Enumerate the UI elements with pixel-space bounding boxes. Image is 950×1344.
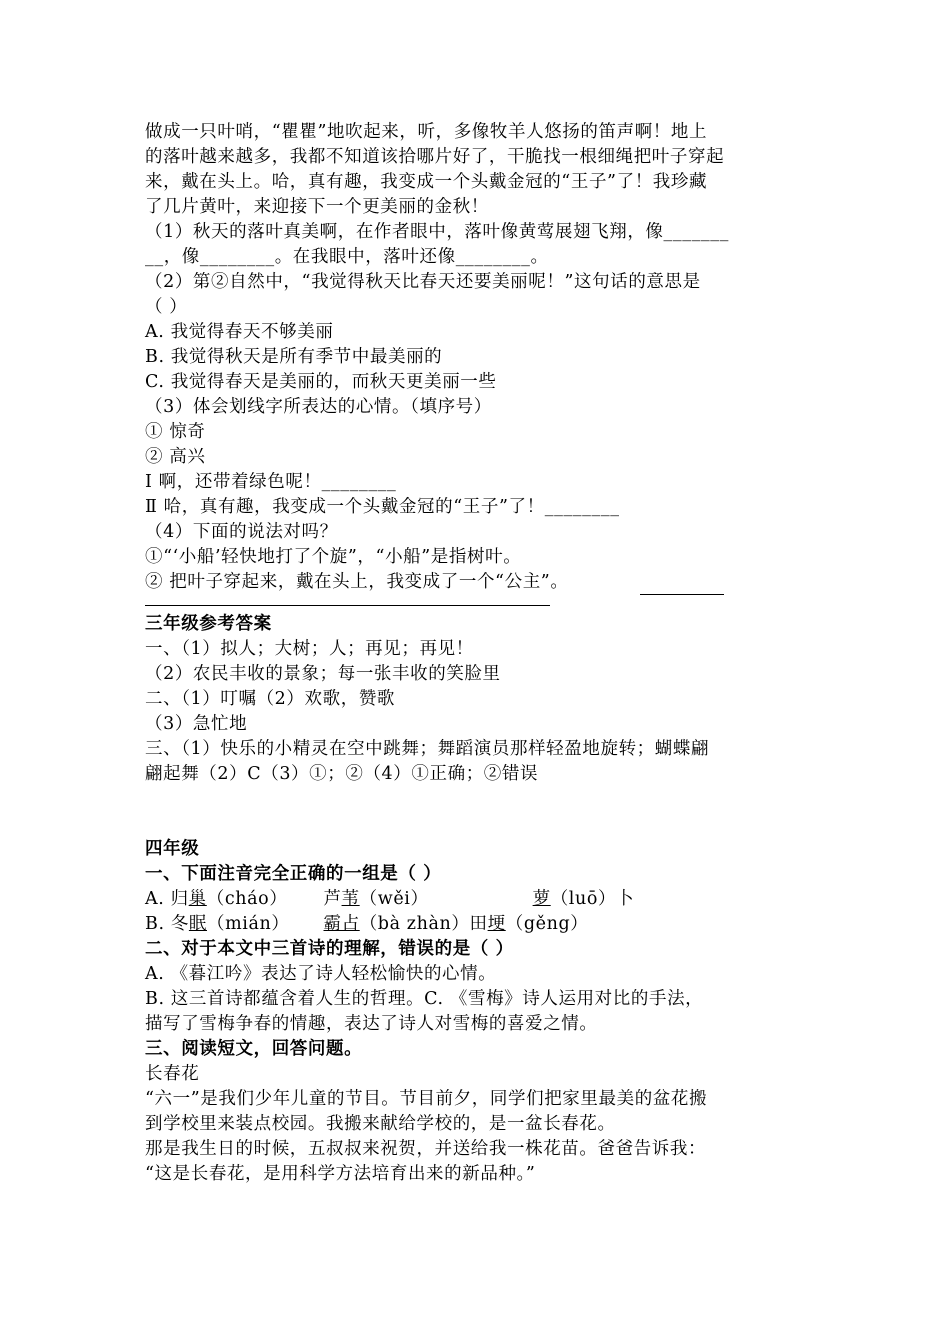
question-2-line-b: （ ） <box>145 297 188 317</box>
s2-option-b: B. 这三首诗都蕴含着人生的哲理。C. 《雪梅》诗人运用对比的手法， <box>145 989 704 1009</box>
q4-item-1: ①“‘小船’轻快地打了个旋”，“小船”是指树叶。 <box>145 547 522 567</box>
story-line: 到学校里来装点校园。我搬来献给学校的，是一盆长春花。 <box>145 1114 616 1134</box>
option-a: A. 我觉得春天不够美丽 <box>145 322 334 342</box>
question-1-line-b: __，像________。在我眼中，落叶还像________。 <box>145 247 549 267</box>
answer-line: 翩起舞（2）C（3）①；②（4）①正确；②错误 <box>145 764 539 784</box>
grade4-section-3: 三、阅读短文，回答问题。 <box>145 1039 363 1059</box>
spacer <box>145 787 810 837</box>
underlined-char: 霸占 <box>323 914 360 934</box>
answer-line: 三、（1）快乐的小精灵在空中跳舞；舞蹈演员那样轻盈地旋转；蝴蝶翩 <box>145 739 710 759</box>
underlined-char: 埂 <box>487 914 506 934</box>
pinyin-option-b <box>145 912 810 937</box>
option-label: A. 归 <box>145 889 189 909</box>
pinyin: （mián） <box>207 914 290 934</box>
grade4-section-2: 二、对于本文中三首诗的理解，错误的是（ ） <box>145 939 514 959</box>
option-c: C. 我觉得春天是美丽的，而秋天更美丽一些 <box>145 372 497 392</box>
answer-line: 二、（1）叮嘱（2）欢歌，赞歌 <box>145 689 396 709</box>
pinyin: （wěi） <box>359 889 429 909</box>
story-title: 长春花 <box>145 1064 200 1084</box>
grade4-section-1: 一、下面注音完全正确的一组是（ ） <box>145 864 442 884</box>
s2-option-a: A. 《暮江吟》表达了诗人轻松愉快的心情。 <box>145 964 497 984</box>
answer-blank <box>640 576 724 595</box>
paragraph-line: 来，戴在头上。哈，真有趣，我变成一个头戴金冠的“王子”了！我珍藏 <box>145 172 708 192</box>
pinyin-option-a <box>145 887 810 912</box>
pinyin: （cháo） <box>206 889 288 909</box>
q3-option-2: ② 高兴 <box>145 447 206 467</box>
underlined-char: 巢 <box>188 889 207 909</box>
answers-title: 三年级参考答案 <box>145 614 272 634</box>
q4-item-2-text: ② 把叶子穿起来，戴在头上，我变成了一个“公主”。 <box>145 572 569 592</box>
underlined-char: 眠 <box>188 914 207 934</box>
q4-item-2 <box>145 570 810 595</box>
option-b: B. 我觉得秋天是所有季节中最美丽的 <box>145 347 443 367</box>
story-line: “这是长春花，是用科学方法培育出来的新品种。” <box>145 1164 536 1184</box>
pinyin: （luō）卜 <box>550 889 635 909</box>
section-divider <box>145 605 550 606</box>
question-4: （4）下面的说法对吗？ <box>145 522 338 542</box>
story-line: 那是我生日的时候，五叔叔来祝贺，并送给我一株花苗。爸爸告诉我： <box>145 1139 707 1159</box>
s2-option-b-cont: 描写了雪梅争春的情趣，表达了诗人对雪梅的喜爱之情。 <box>145 1014 598 1034</box>
q3-option-1: ① 惊奇 <box>145 422 206 442</box>
paragraph-line: 了几片黄叶，来迎接下一个更美丽的金秋！ <box>145 197 489 217</box>
question-1-line-a: （1）秋天的落叶真美啊，在作者眼中，落叶像黄莺展翅飞翔，像_______ <box>145 222 729 242</box>
underlined-char: 萝 <box>532 889 551 909</box>
answer-line: （3）急忙地 <box>145 714 248 734</box>
q3-item-i: Ⅰ 啊，还带着绿色呢！________ <box>145 472 397 492</box>
question-2-line-a: （2）第②自然中，“我觉得秋天比春天还要美丽呢！”这句话的意思是 <box>145 272 701 292</box>
q3-item-ii: Ⅱ 哈，真有趣，我变成一个头戴金冠的“王子”了！________ <box>145 497 620 517</box>
answer-line: 一、（1）拟人；大树；人；再见；再见！ <box>145 639 474 659</box>
grade4-title: 四年级 <box>145 839 200 859</box>
pinyin: （bà zhàn）田 <box>359 914 488 934</box>
underlined-char: 苇 <box>341 889 360 909</box>
word: 芦 <box>323 889 342 909</box>
option-label: B. 冬 <box>145 914 189 934</box>
pinyin: （gěng） <box>505 914 589 934</box>
question-3: （3）体会划线字所表达的心情。（填序号） <box>145 397 492 417</box>
document-page <box>145 120 810 1187</box>
paragraph-line: 做成一只叶哨，“瞿瞿”地吹起来，听，多像牧羊人悠扬的笛声啊！地上 <box>145 122 708 142</box>
story-line: “六一”是我们少年儿童的节目。节目前夕，同学们把家里最美的盆花搬 <box>145 1089 708 1109</box>
answer-line: （2）农民丰收的景象；每一张丰收的笑脸里 <box>145 664 501 684</box>
paragraph-line: 的落叶越来越多，我都不知道该拾哪片好了，干脆找一根细绳把叶子穿起 <box>145 147 725 167</box>
